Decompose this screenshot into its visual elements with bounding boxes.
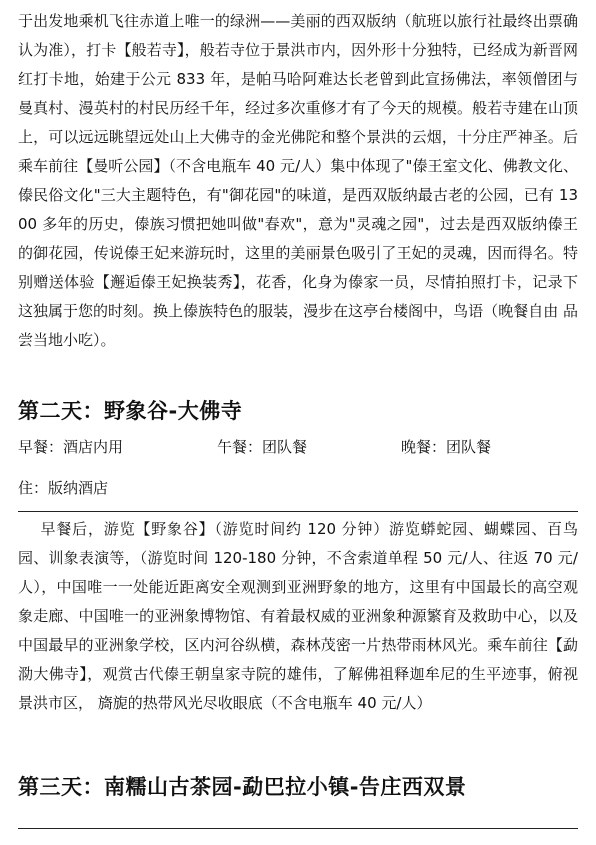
breakfast-info: 早餐：酒店内用 xyxy=(18,438,124,456)
day3-heading: 第三天：南糯山古茶园-勐巴拉小镇-告庄西双景 xyxy=(18,775,467,799)
lunch-info: 午餐：团队餐 xyxy=(217,438,308,456)
accommodation-info: 住：版纳酒店 xyxy=(18,479,109,497)
day2-heading: 第二天：野象谷-大佛寺 xyxy=(18,399,243,423)
dinner-info: 晚餐：团队餐 xyxy=(401,438,492,456)
day1-description-paragraph: 于出发地乘机飞往赤道上唯一的绿洲——美丽的西双版纳（航班以旅行社最终出票确认为准），打卡【般若寺】，般若寺位于景洪市内，因外形十分独特，已经成为新晋网红打卡地，始建于公元 833 年，是帕马哈阿难达长老曾到此宣扬佛法，率领僧团与曼真村、漫英村的村民历经千年，经过多次重修才有了今天的规模。般若寺建在山顶上，可以远远眺望远处山上大佛寺的金光佛陀和整个景洪的云烟，十分庄严神圣。后乘车前往【曼听公园】（不含电瓶车 40 元/人）集中体现了"傣王室文化、佛教文化、傣民俗文化"三大主题特色，有"御花园"的味道，是西双版纳最古老的公园，已有 1300 多年的历史，傣族习惯把她叫做"春欢"，意为"灵魂之园"，过去是西双版纳傣王的御花园，传说傣王妃来游玩时，这里的美丽景色吸引了王妃的灵魂，因而得名。特别赠送体验【邂逅傣王妃换装秀】，花香，化身为傣家一员，尽情拍照打卡，记录下这独属于您的时刻。换上傣族特色的服装，漫步在这亭台楼阁中，鸟语（晚餐自由 品尝当地小吃）。 xyxy=(18,12,578,349)
section-divider xyxy=(18,828,578,829)
day2-description-paragraph: 早餐后，游览【野象谷】（游览时间约 120 分钟）游览蟒蛇园、蝴蝶园、百鸟园、训象表演等，（游览时间 120-180 分钟，不含索道单程 50 元/人、往返 70 元/人），中国唯一一处能近距离安全观测到亚洲野象的地方，这里有中国最长的高空观象走廊、中国唯一的亚洲象博物馆、有着最权威的亚洲象种源繁育及救助中心，以及中国最早的亚洲象学校，区内河谷纵横，森林茂密一片热带雨林风光。乘车前往【勐泐大佛寺】，观赏古代傣王朝皇家寺院的雄伟，了解佛祖释迦牟尼的生平迹事，俯视景洪市区， 旖旎的热带风光尽收眼底（不含电瓶车 40 元/人） xyxy=(18,520,578,712)
section-divider xyxy=(18,511,578,512)
day2-meals-row xyxy=(18,434,578,460)
